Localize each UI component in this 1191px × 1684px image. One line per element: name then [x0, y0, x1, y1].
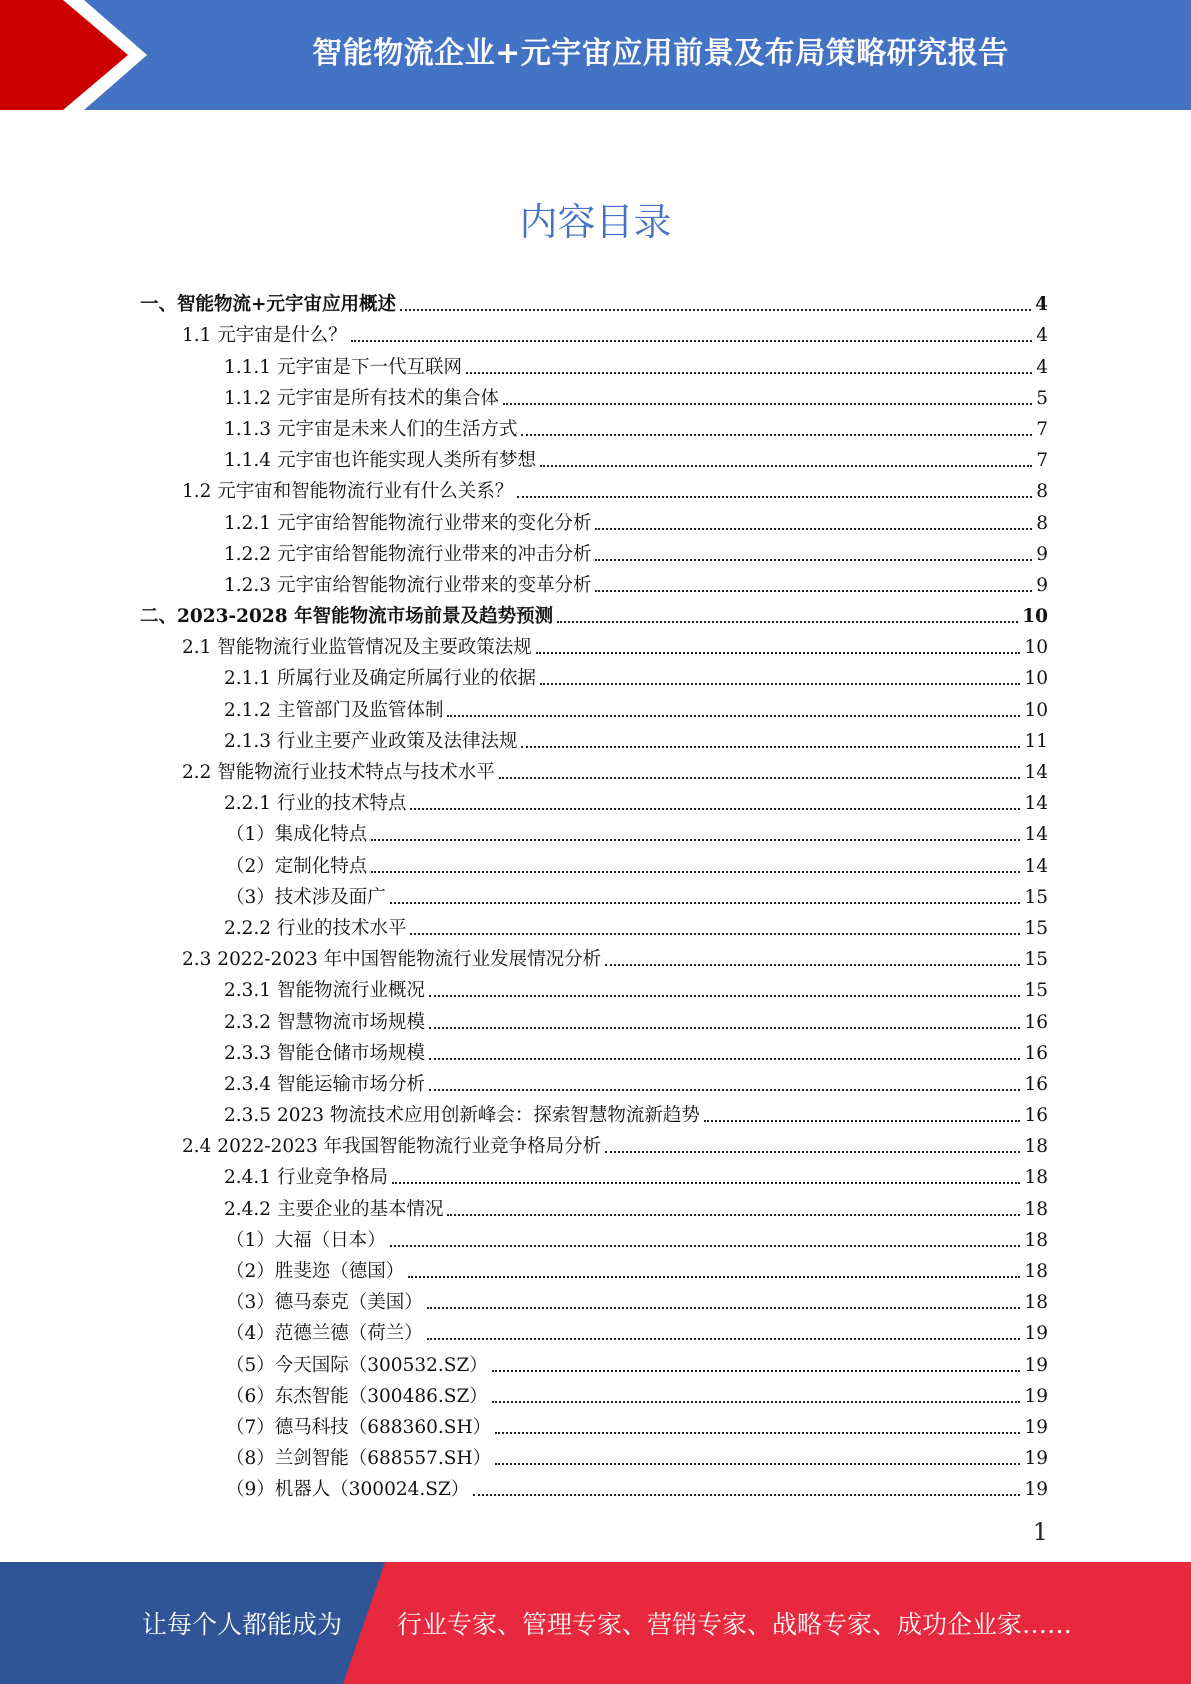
toc-entry-title: （6）东杰智能（300486.SZ）	[226, 1385, 488, 1407]
toc-entry[interactable]	[140, 1221, 1048, 1252]
toc-entry-page: 4	[1036, 325, 1048, 347]
toc-dot-leader	[390, 1245, 1021, 1247]
toc-entry-page: 8	[1036, 481, 1048, 503]
toc-dot-leader	[595, 559, 1032, 561]
toc-entry-page: 19	[1024, 1479, 1048, 1501]
footer-slogan-left: 让每个人都能成为	[142, 1610, 343, 1639]
toc-dot-leader	[704, 1120, 1021, 1122]
toc-entry-page: 18	[1024, 1261, 1048, 1282]
toc-entry-page: 9	[1036, 574, 1048, 596]
toc-entry[interactable]	[140, 1408, 1048, 1439]
toc-entry[interactable]	[140, 1002, 1048, 1033]
toc-entry[interactable]	[140, 784, 1048, 815]
toc-entry-page: 5	[1036, 387, 1048, 409]
toc-dot-leader	[392, 1182, 1020, 1184]
toc-entry-page: 15	[1024, 980, 1048, 1002]
toc-entry-page: 11	[1024, 730, 1048, 752]
toc-entry-title: （2）定制化特点	[226, 855, 368, 877]
toc-entry-title: 1.2 元宇宙和智能物流行业有什么关系？	[182, 481, 514, 503]
toc-entry-page: 10	[1024, 668, 1048, 690]
toc-dot-leader	[605, 964, 1020, 966]
toc-dot-leader	[447, 715, 1020, 717]
toc-entry-title: （7）德马科技（688360.SH）	[226, 1416, 492, 1438]
toc-dot-leader	[499, 777, 1021, 779]
toc-entry-title: 2.3.2 智慧物流市场规模	[224, 1011, 425, 1033]
toc-entry-page: 7	[1036, 418, 1048, 440]
toc-entry[interactable]	[140, 1314, 1048, 1345]
toc-entry-title: （1）大福（日本）	[226, 1229, 386, 1251]
toc-entry-page: 8	[1036, 512, 1048, 534]
toc-entry[interactable]	[140, 909, 1048, 940]
toc-entry-title: 2.1 智能物流行业监管情况及主要政策法规	[182, 637, 532, 659]
toc-entry-title: 1.1.2 元宇宙是所有技术的集合体	[224, 387, 499, 409]
toc-entry[interactable]	[140, 379, 1048, 410]
toc-entry-title: 1.2.1 元宇宙给智能物流行业带来的变化分析	[224, 512, 592, 534]
toc-entry-title: 一、智能物流+元宇宙应用概述	[140, 294, 397, 316]
toc-entry-page: 19	[1024, 1448, 1048, 1470]
toc-entry[interactable]	[140, 1345, 1048, 1376]
toc-entry-title: 2.1.2 主管部门及监管体制	[224, 699, 444, 721]
toc-entry[interactable]	[140, 940, 1048, 971]
toc-dot-leader	[521, 746, 1020, 748]
footer-slogan-right: 行业专家、管理专家、营销专家、战略专家、成功企业家……	[397, 1610, 1073, 1639]
toc-entry[interactable]	[140, 347, 1048, 378]
toc-entry-page: 4	[1036, 356, 1048, 378]
red-arrow-icon	[0, 0, 150, 110]
toc-entry[interactable]	[140, 878, 1048, 909]
toc-entry[interactable]	[140, 722, 1048, 753]
toc-dot-leader	[371, 871, 1020, 873]
toc-entry-title: 1.2.2 元宇宙给智能物流行业带来的冲击分析	[224, 543, 592, 565]
toc-dot-leader	[408, 1276, 1020, 1278]
toc-entry-page: 10	[1024, 637, 1048, 659]
table-of-contents	[140, 285, 1048, 1501]
toc-entry-title: （9）机器人（300024.SZ）	[226, 1479, 470, 1501]
toc-entry[interactable]	[140, 971, 1048, 1002]
toc-dot-leader	[503, 403, 1032, 405]
toc-entry[interactable]	[140, 1377, 1048, 1408]
toc-entry-page: 14	[1024, 855, 1048, 877]
toc-entry[interactable]	[140, 1439, 1048, 1470]
toc-entry[interactable]	[140, 659, 1048, 690]
toc-entry-title: 2.4 2022-2023 年我国智能物流行业竞争格局分析	[182, 1136, 602, 1158]
toc-entry-title: 二、2023-2028 年智能物流市场前景及趋势预测	[140, 606, 554, 628]
toc-entry-title: （8）兰剑智能（688557.SH）	[226, 1448, 492, 1470]
toc-entry[interactable]	[140, 535, 1048, 566]
toc-entry[interactable]	[140, 441, 1048, 472]
toc-entry-title: 1.1.4 元宇宙也许能实现人类所有梦想	[224, 450, 536, 472]
toc-dot-leader	[540, 683, 1020, 685]
toc-dot-leader	[390, 902, 1021, 904]
toc-entry[interactable]	[140, 1189, 1048, 1220]
toc-entry-page: 16	[1024, 1105, 1048, 1127]
toc-entry[interactable]	[140, 1283, 1048, 1314]
toc-entry[interactable]	[140, 628, 1048, 659]
toc-title: 内容目录	[519, 200, 672, 244]
toc-entry-title: 2.1.1 所属行业及确定所属行业的依据	[224, 668, 536, 690]
toc-dot-leader	[427, 1307, 1021, 1309]
toc-entry-page: 14	[1024, 824, 1048, 846]
toc-entry-title: 1.2.3 元宇宙给智能物流行业带来的变革分析	[224, 574, 592, 596]
toc-dot-leader	[605, 1151, 1020, 1153]
toc-entry[interactable]	[140, 566, 1048, 597]
toc-entry-page: 19	[1024, 1416, 1048, 1438]
toc-entry-page: 18	[1024, 1167, 1048, 1189]
toc-entry-page: 16	[1024, 1042, 1048, 1064]
toc-entry[interactable]	[140, 503, 1048, 534]
toc-dot-leader	[429, 1027, 1020, 1029]
toc-dot-leader	[473, 1494, 1020, 1496]
toc-entry[interactable]	[140, 690, 1048, 721]
toc-entry[interactable]	[140, 1034, 1048, 1065]
toc-entry-title: 1.1.3 元宇宙是未来人们的生活方式	[224, 418, 518, 440]
toc-entry[interactable]	[140, 753, 1048, 784]
toc-entry-page: 14	[1024, 793, 1048, 815]
toc-dot-leader	[517, 496, 1032, 498]
toc-entry[interactable]	[140, 1252, 1048, 1283]
toc-entry[interactable]	[140, 815, 1048, 846]
toc-entry-title: 2.1.3 行业主要产业政策及法律法规	[224, 730, 518, 752]
toc-dot-leader	[521, 434, 1032, 436]
toc-dot-leader	[540, 465, 1032, 467]
toc-entry-title: 2.3.3 智能仓储市场规模	[224, 1042, 425, 1064]
toc-entry-title: 2.3.1 智能物流行业概况	[224, 980, 425, 1002]
toc-entry-page: 14	[1024, 762, 1048, 783]
toc-entry-page: 9	[1036, 543, 1048, 565]
toc-dot-leader	[429, 995, 1020, 997]
toc-entry-page: 19	[1024, 1385, 1048, 1407]
toc-entry[interactable]	[140, 316, 1048, 347]
toc-dot-leader	[495, 1463, 1020, 1465]
toc-entry-page: 7	[1036, 450, 1048, 472]
toc-entry[interactable]	[140, 1127, 1048, 1158]
toc-entry-title: （3）德马泰克（美国）	[226, 1292, 423, 1314]
toc-entry[interactable]	[140, 1096, 1048, 1127]
toc-entry[interactable]	[140, 285, 1048, 316]
toc-entry-page: 4	[1035, 294, 1048, 316]
toc-entry-title: 2.3 2022-2023 年中国智能物流行业发展情况分析	[182, 949, 602, 971]
toc-entry-title: 2.2 智能物流行业技术特点与技术水平	[182, 762, 495, 783]
toc-entry-title: 2.3.4 智能运输市场分析	[224, 1073, 425, 1095]
toc-dot-leader	[536, 652, 1021, 654]
toc-entry[interactable]	[140, 1158, 1048, 1189]
page-number: 1	[1032, 1518, 1048, 1546]
footer-band	[0, 1562, 1191, 1684]
toc-entry-title: （3）技术涉及面广	[226, 886, 386, 908]
toc-dot-leader	[400, 309, 1031, 311]
toc-dot-leader	[447, 1214, 1020, 1216]
toc-entry-page: 19	[1024, 1354, 1048, 1376]
toc-entry-title: （4）范德兰德（荷兰）	[226, 1323, 423, 1345]
toc-dot-leader	[429, 1089, 1020, 1091]
toc-entry[interactable]	[140, 1470, 1048, 1501]
toc-entry-page: 18	[1024, 1229, 1048, 1251]
toc-dot-leader	[595, 528, 1032, 530]
toc-entry-page: 16	[1024, 1073, 1048, 1095]
header-title: 智能物流企业+元宇宙应用前景及布局策略研究报告	[312, 36, 1009, 71]
toc-entry-page: 18	[1024, 1292, 1048, 1314]
toc-dot-leader	[410, 933, 1020, 935]
toc-entry-title: 1.1 元宇宙是什么？	[182, 325, 347, 347]
toc-entry-page: 15	[1024, 886, 1048, 908]
toc-entry-page: 19	[1024, 1323, 1048, 1345]
toc-entry-page: 15	[1024, 917, 1048, 939]
toc-entry-title: 2.2.2 行业的技术水平	[224, 917, 407, 939]
toc-entry-page: 15	[1024, 949, 1048, 971]
toc-entry-page: 10	[1022, 606, 1048, 628]
header-band	[0, 0, 1191, 110]
toc-dot-leader	[557, 621, 1018, 623]
toc-dot-leader	[371, 839, 1020, 841]
toc-dot-leader	[492, 1370, 1021, 1372]
toc-entry-page: 16	[1024, 1011, 1048, 1033]
toc-entry[interactable]	[140, 410, 1048, 441]
toc-entry-title: 2.3.5 2023 物流技术应用创新峰会：探索智慧物流新趋势	[224, 1105, 700, 1127]
toc-entry-title: 2.2.1 行业的技术特点	[224, 793, 407, 815]
toc-dot-leader	[427, 1338, 1021, 1340]
toc-entry-title: （2）胜斐迩（德国）	[226, 1261, 405, 1282]
toc-entry-title: 1.1.1 元宇宙是下一代互联网	[224, 356, 462, 378]
toc-dot-leader	[410, 808, 1020, 810]
toc-entry[interactable]	[140, 472, 1048, 503]
toc-dot-leader	[351, 340, 1032, 342]
toc-dot-leader	[595, 590, 1032, 592]
toc-dot-leader	[429, 1058, 1020, 1060]
toc-entry[interactable]	[140, 846, 1048, 877]
toc-dot-leader	[492, 1401, 1021, 1403]
toc-entry-title: 2.4.2 主要企业的基本情况	[224, 1198, 444, 1220]
toc-entry-title: （1）集成化特点	[226, 824, 368, 846]
toc-entry-page: 10	[1024, 699, 1048, 721]
toc-entry[interactable]	[140, 597, 1048, 628]
toc-dot-leader	[466, 372, 1032, 374]
toc-entry-page: 18	[1024, 1136, 1048, 1158]
toc-dot-leader	[495, 1432, 1020, 1434]
toc-entry-page: 18	[1024, 1198, 1048, 1220]
toc-entry-title: （5）今天国际（300532.SZ）	[226, 1354, 488, 1376]
toc-entry-title: 2.4.1 行业竞争格局	[224, 1167, 388, 1189]
toc-entry[interactable]	[140, 1065, 1048, 1096]
